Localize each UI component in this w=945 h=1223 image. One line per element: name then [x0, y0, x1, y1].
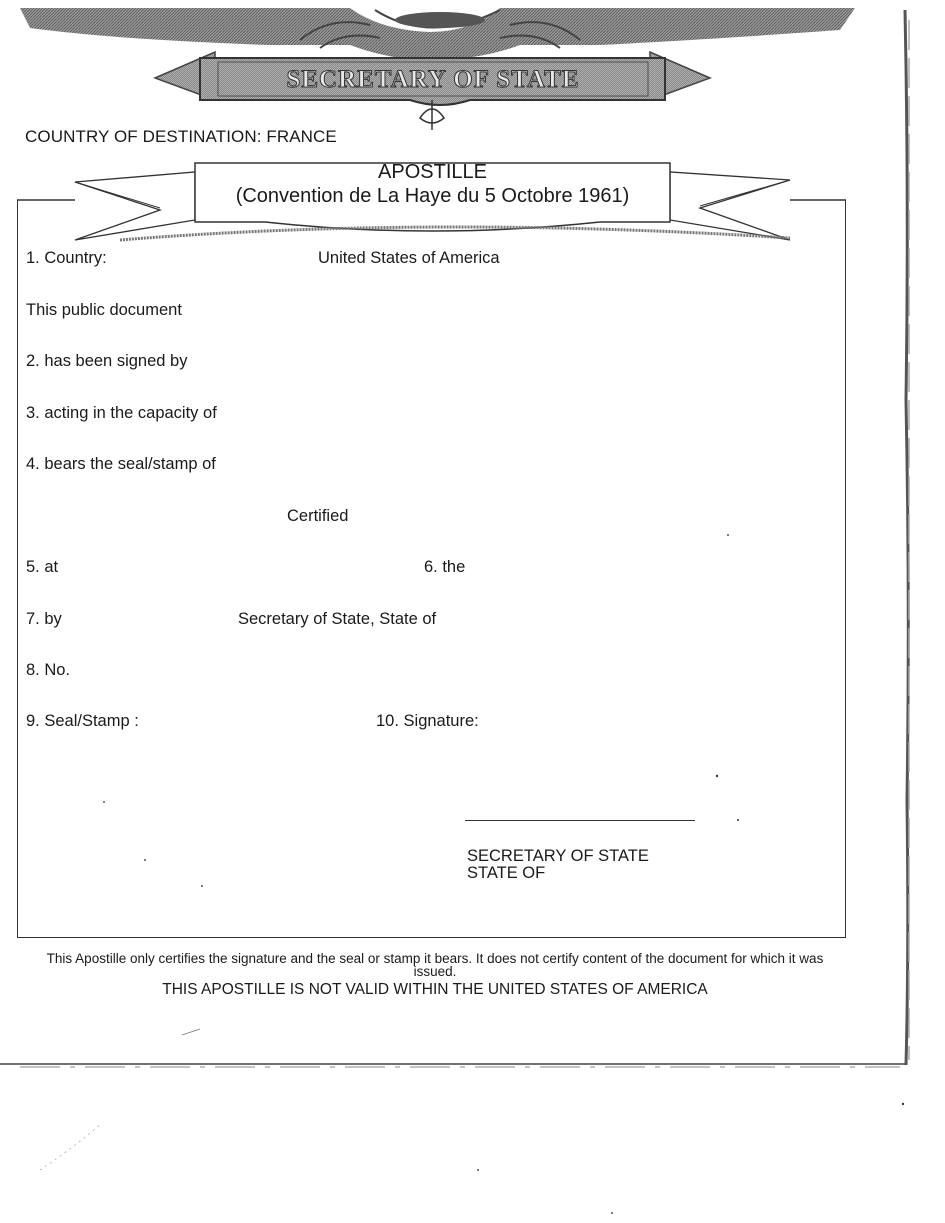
footer-note: This Apostille only certifies the signature and the seal or stamp it bears. It does not certify content of the document for which it was issued.	[46, 951, 824, 979]
date-label: 6. the	[424, 558, 466, 576]
seal-stamp-label: 9. Seal/Stamp :	[26, 712, 139, 730]
signatory-title-line1: SECRETARY OF STATE	[467, 847, 649, 865]
signature-line	[465, 820, 695, 821]
at-label: 5. at	[26, 558, 59, 576]
certified-label: Certified	[287, 507, 349, 525]
apostille-heading: APOSTILLE	[378, 161, 487, 183]
capacity-label: 3. acting in the capacity of	[26, 404, 217, 422]
signature-label: 10. Signature:	[376, 712, 479, 730]
banner-label: SECRETARY OF STATE	[286, 66, 580, 93]
country-value: United States of America	[318, 249, 500, 267]
footer-warning: THIS APOSTILLE IS NOT VALID WITHIN THE UNITED STATES OF AMERICA	[162, 981, 708, 998]
signatory-title	[467, 848, 649, 882]
signed-by-label: 2. has been signed by	[26, 352, 188, 370]
convention-heading: (Convention de La Haye du 5 Octobre 1961)	[235, 185, 630, 207]
number-label: 8. No.	[26, 661, 71, 679]
public-document-label: This public document	[26, 301, 182, 319]
engraved-header	[0, 0, 945, 140]
bottom-border-ornament	[0, 1058, 910, 1072]
by-label: 7. by	[26, 610, 62, 628]
country-label: 1. Country:	[26, 249, 107, 267]
signatory-title-line2: STATE OF	[467, 864, 546, 882]
by-value: Secretary of State, State of	[238, 610, 437, 628]
page-edge-shadow	[903, 0, 913, 1070]
seal-of-label: 4. bears the seal/stamp of	[26, 455, 216, 473]
country-of-destination: COUNTRY OF DESTINATION: FRANCE	[25, 127, 337, 146]
